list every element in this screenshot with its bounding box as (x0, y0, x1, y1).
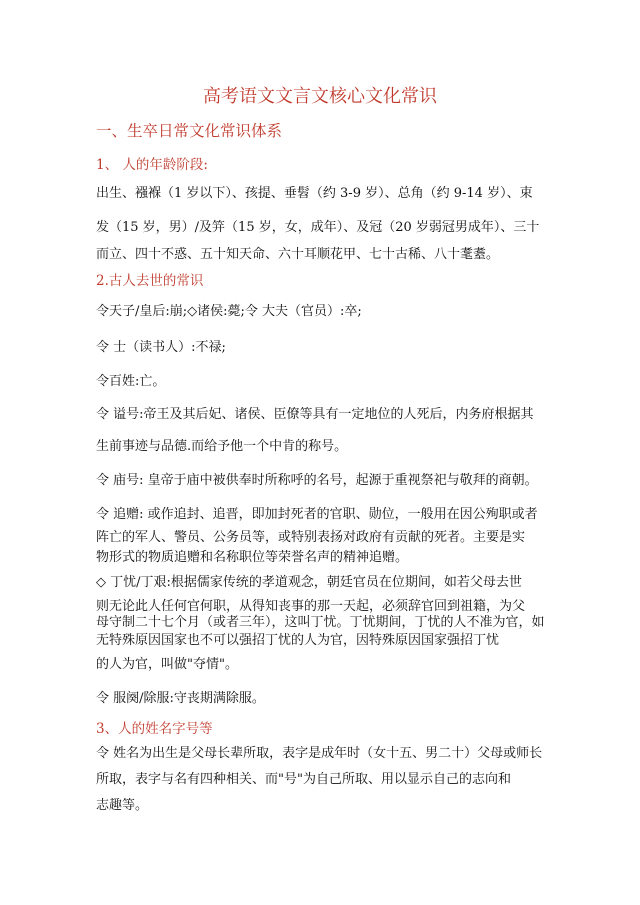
name-line: 所取，表字与名有四种相关、而"号"为自己所取、用以显示自己的志向和 (96, 772, 511, 787)
name-line: 志趣等。 (96, 798, 149, 813)
name-line: 令 姓名为出生是父母长辈所取，表字是成年时（女十五、男二十）父母或师长 (96, 746, 543, 761)
document-title: 高考语文文言文核心文化常识 (203, 86, 437, 107)
death-line: 令 追赠: 或作追封、追晋，即加封死者的官职、勋位，一般用在因公殉职或者 (96, 507, 538, 522)
death-line: 物形式的物质追赠和名称职位等荣誉名声的精神追赠。 (96, 550, 409, 565)
death-line: 令 服阕/除服:守丧期满除服。 (96, 691, 265, 706)
age-line: 而立、四十不惑、五十知天命、六十耳顺花甲、七十古稀、八十耄耋。 (96, 247, 500, 262)
death-line: 令 谥号:帝王及其后妃、诸侯、臣僚等具有一定地位的人死后，内务府根据其 (96, 407, 534, 422)
death-line: 则无论此人任何官何职，从得知丧事的那一天起，必须辞官回到祖籍，为父 (96, 599, 526, 614)
death-line: ◇ 丁忧/丁艰:根据儒家传统的孝道观念，朝廷官员在位期间，如若父母去世 (96, 575, 522, 590)
death-line: 生前事迹与品德.而给予他一个中肯的称号。 (96, 439, 348, 454)
death-line: 令 庙号: 皇帝于庙中被供奉时所称呼的名号，起源于重视祭祀与敬拜的商朝。 (96, 473, 538, 488)
subheading-names: 3、人的姓名字号等 (96, 721, 213, 737)
age-line: 出生、襁褓（1 岁以下）、孩提、垂髫（约 3-9 岁）、总角（约 9-14 岁）、束 (96, 186, 533, 201)
death-line: 母守制二十七个月（或者三年），这叫丁忧。丁忧期间，丁忧的人不准为官，如 (96, 615, 545, 630)
age-line: 发（15 岁，男）/及笄（15 岁，女，成年）、及冠（20 岁弱冠男成年）、三十 (96, 220, 540, 235)
death-line: 令天子/皇后:崩;◇诸侯:薨;令 大夫（官员）:卒; (96, 304, 362, 319)
death-line: 令百姓:亡。 (96, 374, 166, 389)
death-line: 无特殊原因国家也不可以强招丁忧的人为官，因特殊原因国家强招丁忧 (96, 633, 500, 648)
death-line: 阵亡的军人、警员、公务员等，或特别表扬对政府有贡献的死者。主要是实 (96, 530, 526, 545)
death-line: 令 士（读书人）:不禄; (96, 340, 226, 355)
section-heading: 一、生卒日常文化常识体系 (96, 122, 283, 140)
subheading-death: 2.古人去世的常识 (96, 273, 204, 289)
death-line: 的人为官，叫做"夺情"。 (96, 657, 238, 672)
subheading-age: 1、 人的年龄阶段: (96, 157, 208, 173)
